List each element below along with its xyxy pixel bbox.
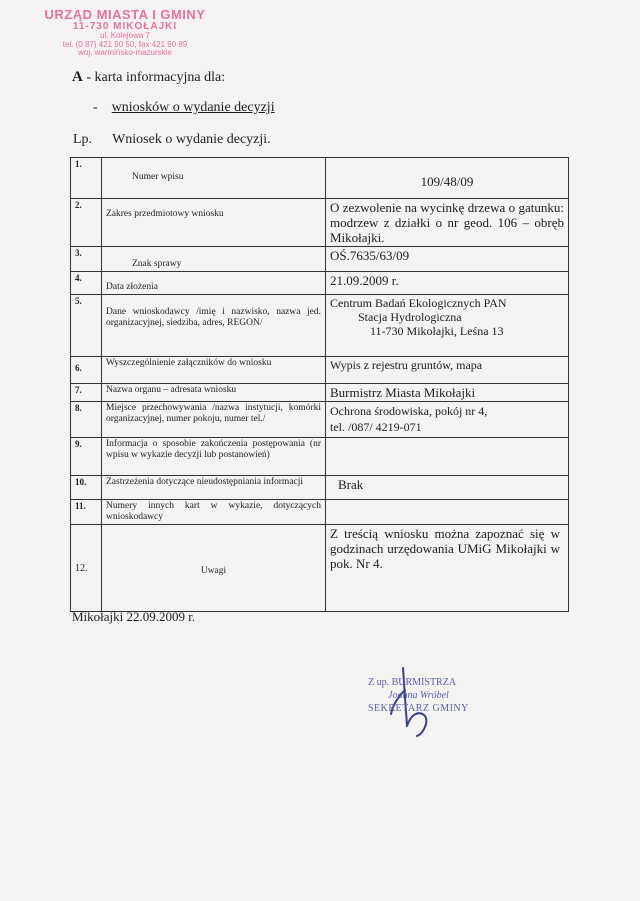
info-table (70, 157, 569, 612)
table-row (71, 525, 569, 612)
row-value: OŚ.7635/63/09 (326, 247, 569, 272)
row-number: 4. (71, 272, 102, 295)
row-label: Wyszczególnienie załączników do wniosku (102, 357, 326, 384)
heading-letter: A (72, 69, 83, 85)
row-label: Zastrzeżenia dotyczące nieudostępniania informacji (102, 476, 326, 500)
table-row (71, 199, 569, 247)
stamp-line-5: woj. warmińsko-mazurskie (78, 47, 172, 57)
row-label: Informacja o sposobie zakończenia postępowania (nr wpisu w wykazie decyzji lub postanowień) (102, 438, 326, 476)
section-title: Wniosek o wydanie decyzji. (112, 132, 271, 147)
table-row (71, 295, 569, 357)
row-label: Znak sprawy (102, 247, 326, 272)
row-label: Data złożenia (102, 272, 326, 295)
row-number: 11. (71, 500, 102, 525)
row-value (326, 402, 569, 438)
table-row (71, 476, 569, 500)
row-value (326, 438, 569, 476)
stamp-line-2: 11-730 MIKOŁAJKI (72, 20, 178, 32)
table-row (71, 158, 569, 199)
row-number: 8. (71, 402, 102, 438)
row-number: 12. (71, 525, 102, 612)
signature-stamp-line-1: Z up. BURMISTRZA (368, 677, 457, 688)
row-value (326, 295, 569, 357)
table-row (71, 384, 569, 402)
row-label: Numery innych kart w wykazie, dotyczących wnioskodawcy (102, 500, 326, 525)
heading (72, 69, 225, 86)
lp-label: Lp. (73, 132, 93, 147)
row-label: Zakres przedmiotowy wniosku (102, 199, 326, 247)
table-row (71, 402, 569, 438)
bullet-text: wniosków o wydanie decyzji (111, 100, 275, 115)
row-label: Dane wnioskodawcy /imię i nazwisko, nazwa jed. organizacyjnej, siedziba, adres, REGON/ (102, 295, 326, 357)
row-value: 109/48/09 (326, 158, 569, 199)
row-number: 5. (71, 295, 102, 357)
applicant-line: Centrum Badań Ekologicznych PAN (330, 296, 507, 310)
table-row (71, 247, 569, 272)
row-number: 2. (71, 199, 102, 247)
signature-stamp (360, 676, 520, 715)
stamp-line-4: tel. (0 87) 421 90 50, fax 421 90 89 (62, 39, 188, 49)
signature-stamp-line-3: SEKRETARZ GMINY (368, 703, 469, 714)
row-value: Z treścią wniosku można zapoznać się w godzinach urzędowania UMiG Mikołajki w pok. Nr 4. (326, 525, 569, 612)
row-value: 21.09.2009 r. (326, 272, 569, 295)
signature-stamp-line-2: Joanna Wróbel (388, 690, 449, 701)
row-value: Brak (326, 476, 569, 500)
row-number: 7. (71, 384, 102, 402)
row-label: Miejsce przechowywania /nazwa instytucji, komórki organizacyjnej, numer pokoju, numer tel./ (102, 402, 326, 438)
table-row (71, 272, 569, 295)
row-value: Wypis z rejestru gruntów, mapa (326, 357, 569, 384)
applicant-line: Stacja Hydrologiczna (358, 310, 462, 324)
storage-line: Ochrona środowiska, pokój nr 4, (330, 404, 488, 418)
row-label: Uwagi (102, 525, 326, 612)
row-value: O zezwolenie na wycinkę drzewa o gatunku: modrzew z działki o nr geod. 106 – obręb Mikołajki. (326, 199, 569, 247)
row-value: Burmistrz Miasta Mikołajki (326, 384, 569, 402)
section-header (73, 132, 271, 148)
row-label: Numer wpisu (102, 158, 326, 199)
bullet-item (93, 100, 275, 116)
row-label: Nazwa organu – adresata wniosku (102, 384, 326, 402)
row-number: 6. (71, 357, 102, 384)
storage-line: tel. /087/ 4219-071 (330, 420, 422, 434)
stamp-line-3: ul. Kolejowa 7 (100, 31, 150, 41)
row-number: 1. (71, 158, 102, 199)
bullet-dash: - (93, 100, 98, 115)
place-date: Mikołajki 22.09.2009 r. (72, 609, 196, 624)
office-stamp (30, 8, 220, 57)
row-number: 10. (71, 476, 102, 500)
row-number: 9. (71, 438, 102, 476)
heading-text: - karta informacyjna dla: (82, 70, 226, 85)
row-value (326, 500, 569, 525)
row-number: 3. (71, 247, 102, 272)
stamp-line-1: URZĄD MIASTA I GMINY (44, 7, 206, 22)
table-row (71, 500, 569, 525)
table-row (71, 438, 569, 476)
applicant-line: 11-730 Mikołajki, Leśna 13 (370, 324, 504, 338)
table-row (71, 357, 569, 384)
